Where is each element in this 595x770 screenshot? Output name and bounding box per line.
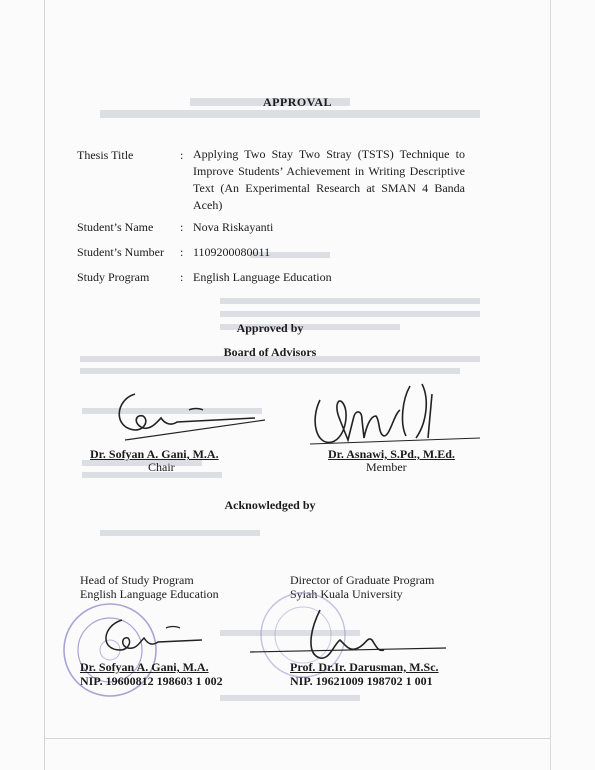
- advisor-member-name: Dr. Asnawi, S.Pd., M.Ed.: [328, 447, 455, 461]
- director-nip: NIP. 19621009 198702 1 001: [290, 674, 433, 688]
- advisor-chair-role: Chair: [148, 460, 175, 474]
- field-value-thesis-title: Applying Two Stay Two Stray (TSTS) Technique to Improve Students’ Achievement in Writing Descriptive Text (An Experimental Research at SMAN 4 Banda Aceh): [193, 147, 465, 212]
- director-name: Prof. Dr.Ir. Darusman, M.Sc.: [290, 660, 439, 674]
- advisor-chair-name: Dr. Sofyan A. Gani, M.A.: [90, 447, 219, 461]
- field-label-study-program: Study Program: [77, 270, 150, 284]
- field-colon: :: [180, 270, 184, 284]
- field-label-thesis-title: Thesis Title: [77, 148, 134, 162]
- director-title: Director of Graduate Program: [290, 573, 435, 587]
- field-colon: :: [180, 220, 184, 234]
- director-unit: Syiah Kuala University: [290, 587, 403, 601]
- field-label-student-name: Student’s Name: [77, 220, 154, 234]
- acknowledged-by-heading: Acknowledged by: [224, 498, 316, 512]
- page-title: APPROVAL: [262, 95, 333, 109]
- board-of-advisors-heading: Board of Advisors: [223, 345, 317, 359]
- head-of-program-name: Dr. Sofyan A. Gani, M.A.: [80, 660, 209, 674]
- field-colon: :: [180, 148, 184, 162]
- field-value-study-program: English Language Education: [193, 270, 332, 284]
- signature-member: [310, 380, 480, 455]
- signature-chair: [105, 380, 305, 450]
- field-value-student-number: 1109200080011: [193, 245, 271, 259]
- head-of-program-title: Head of Study Program: [80, 573, 194, 587]
- approved-by-heading: Approved by: [236, 321, 304, 335]
- advisor-member-role: Member: [366, 460, 407, 474]
- field-colon: :: [180, 245, 184, 259]
- field-value-student-name: Nova Riskayanti: [193, 220, 274, 234]
- head-of-program-unit: English Language Education: [80, 587, 219, 601]
- field-label-student-number: Student’s Number: [77, 245, 164, 259]
- head-of-program-nip: NIP. 19600812 198603 1 002: [80, 674, 223, 688]
